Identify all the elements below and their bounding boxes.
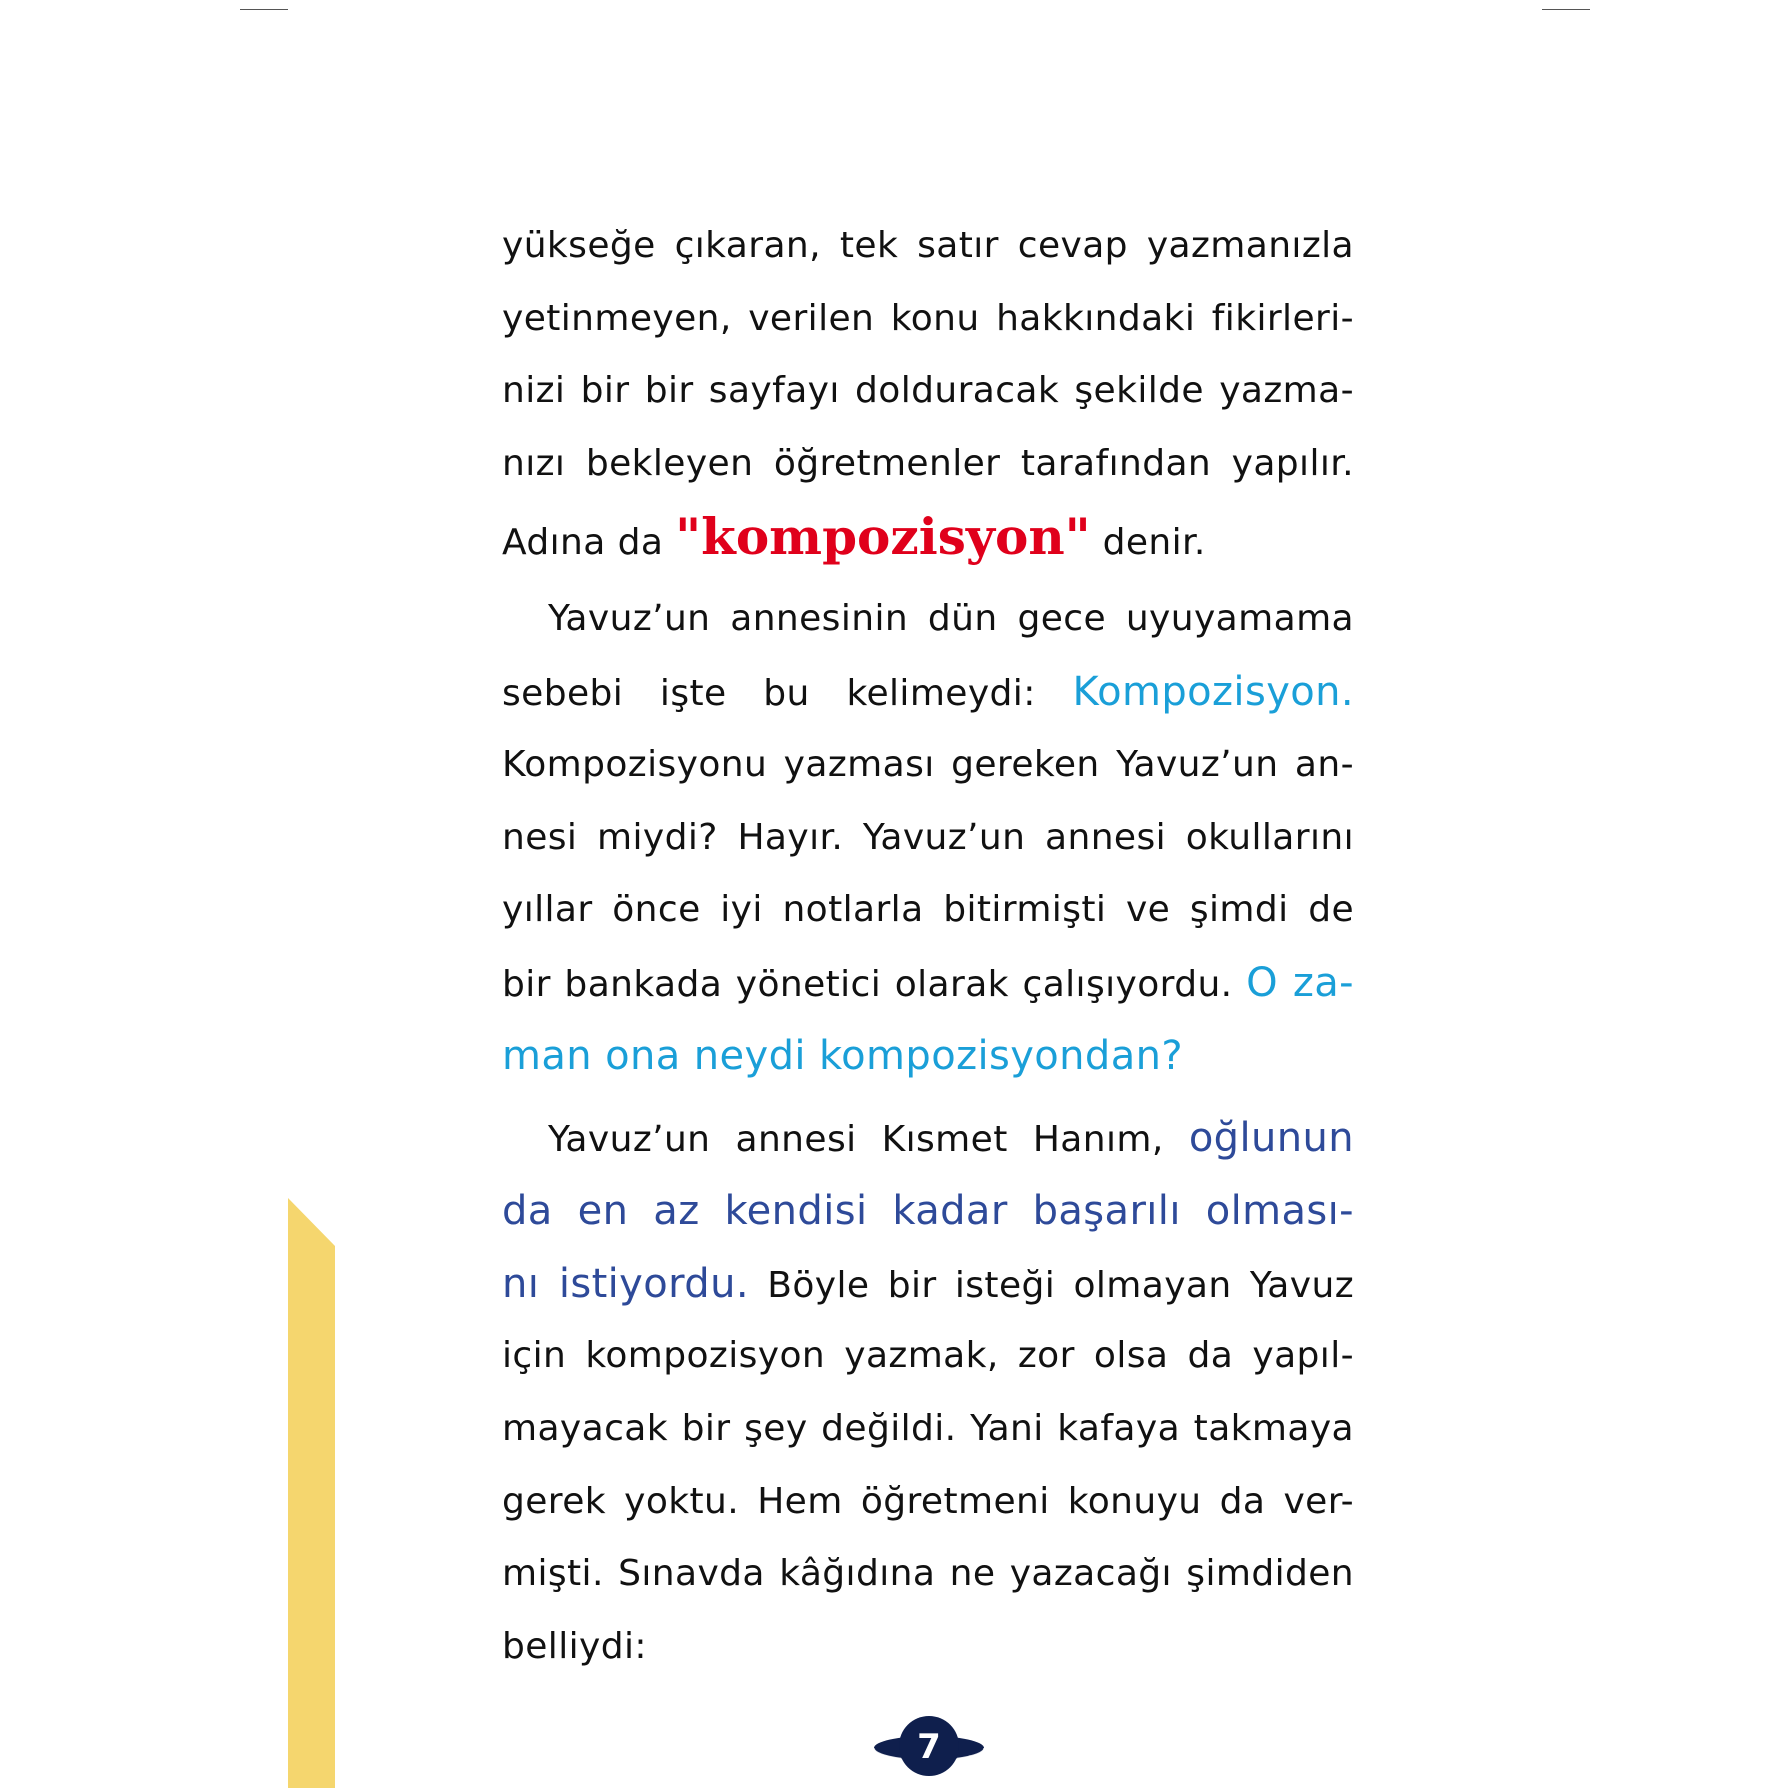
highlight-navy: oğlunun [1188, 1115, 1354, 1162]
text-line [502, 1020, 1354, 1093]
text-line: mişti. Sınavda kâğıdına ne yazacağı şimdiden [502, 1553, 1354, 1595]
keyword-kompozisyon: "kompozisyon" [675, 506, 1091, 566]
star-dot [888, 1733, 892, 1737]
text-run: Adına da [502, 521, 676, 563]
crop-mark-left [240, 9, 288, 10]
yellow-side-tab [288, 1198, 335, 1788]
paragraph-1 [502, 210, 1354, 573]
highlight-cyan: man ona neydi kompozisyondan? [502, 1032, 1184, 1079]
page-number: 7 [917, 1727, 941, 1767]
paragraph-2 [502, 583, 1354, 1092]
text-run: Böyle bir isteği olmayan Yavuz [748, 1264, 1354, 1306]
text-run: sebebi işte bu kelimeydi: [502, 673, 1073, 715]
body-text [502, 210, 1354, 1684]
text-run: Yavuz’un annesi Kısmet Hanım, [548, 1119, 1189, 1161]
yellow-tab-shape [288, 1198, 335, 1788]
crop-mark-right [1542, 9, 1590, 10]
text-line [502, 501, 1354, 574]
text-line: yetinmeyen, verilen konu hakkındaki fikirleri- [502, 297, 1354, 339]
paragraph-gap [502, 573, 1354, 583]
text-line: yükseğe çıkaran, tek satır cevap yazmanızla [502, 225, 1354, 266]
highlight-navy: nı istiyordu. [502, 1260, 749, 1307]
text-line: Yavuz’un annesinin dün gece uyuyamama [548, 598, 1354, 640]
text-line [502, 1175, 1354, 1248]
star-dot [968, 1755, 971, 1758]
text-line: gerek yoktu. Hem öğretmeni konuyu da ver- [502, 1480, 1354, 1522]
paragraph-gap [502, 1092, 1354, 1102]
text-line: nesi miydi? Hayır. Yavuz’un annesi okullarını [502, 816, 1354, 858]
text-line: mayacak bir şey değildi. Yani kafaya takmaya [502, 1408, 1354, 1449]
text-line [502, 1102, 1354, 1175]
paragraph-3 [502, 1102, 1354, 1684]
text-line: Kompozisyonu yazması gereken Yavuz’un an- [502, 743, 1354, 785]
text-line [502, 656, 1354, 729]
highlight-navy: da en az kendisi kadar başarılı olması- [502, 1187, 1354, 1234]
page-number-badge [872, 1713, 986, 1779]
text-run: bir bankada yönetici olarak çalışıyordu. [502, 963, 1247, 1005]
text-run: denir. [1090, 521, 1206, 563]
text-line: için kompozisyon yazmak, zor olsa da yapıl- [502, 1335, 1354, 1377]
text-line [502, 947, 1354, 1020]
highlight-cyan: Kompozisyon. [1072, 669, 1354, 716]
text-line: belliydi: [502, 1626, 647, 1668]
text-line: yıllar önce iyi notlarla bitirmişti ve şimdi de [502, 889, 1354, 931]
text-line [502, 1248, 1354, 1321]
text-line: nizi bir bir sayfayı dolduracak şekilde yazma- [502, 370, 1354, 412]
text-line: nızı bekleyen öğretmenler tarafından yapılır. [502, 443, 1354, 485]
highlight-cyan: O za- [1246, 959, 1355, 1006]
